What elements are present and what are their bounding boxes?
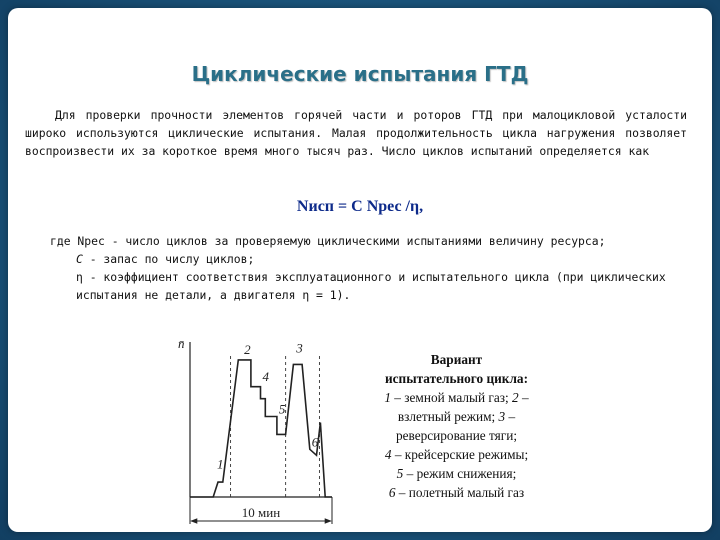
point-label-4: 4 <box>262 368 269 384</box>
legend-line-4 <box>364 445 549 464</box>
time-span-label: 10 мин <box>241 505 281 520</box>
cycle-legend <box>364 350 549 502</box>
legend-num-1: 1 <box>384 390 391 405</box>
formula: Nисп = C Nрес /η, <box>296 198 424 215</box>
legend-line-1 <box>364 388 549 407</box>
legend-title-2: испытательного цикла: <box>384 371 529 386</box>
legend-text-2: – <box>518 390 529 405</box>
legend-text-6: – полетный малый газ <box>395 485 525 500</box>
legend-line-3 <box>364 426 549 445</box>
point-label-3: 3 <box>296 340 303 356</box>
note-eta-symbol: η <box>76 270 83 284</box>
point-label-6: 6 <box>311 434 319 450</box>
legend-text-5: – режим снижения; <box>403 466 517 481</box>
legend-num-6: 6 <box>388 485 396 500</box>
legend-line-6 <box>364 483 549 502</box>
slide <box>8 8 712 532</box>
note-eta-symbol-2: η <box>302 288 310 302</box>
note-eta-text: - коэффициент соответствия эксплуатационного и испытательного цикла (при циклических испытания не детали, а двигателя <box>76 270 666 302</box>
intro-paragraph: Для проверки прочности элементов горячей части и роторов ГТД при малоцикловой усталости широко используются циклические испытания. Малая продолжительность цикла нагружения позволяет воспроизвести их за короткое время много тысяч раз. Число циклов испытаний определяется как <box>25 108 687 158</box>
point-label-2: 2 <box>244 341 251 357</box>
point-label-1: 1 <box>217 456 224 472</box>
note-nres: где Nрес - число циклов за проверяемую циклическими испытаниями величину ресурса; <box>50 234 606 248</box>
note-c <box>30 250 670 268</box>
dashed-guides <box>231 354 320 497</box>
point-label-5: 5 <box>278 401 286 417</box>
legend-text-1: – земной малый газ; <box>390 390 513 405</box>
legend-text-2b: взлетный режим; <box>397 409 499 424</box>
legend-text-4: – крейсерские режимы; <box>391 447 529 462</box>
legend-text-3: – <box>505 409 516 424</box>
cycle-diagram <box>176 336 351 531</box>
note-eta <box>30 268 670 304</box>
y-axis-label: n̄ <box>178 336 185 351</box>
legend-line-2 <box>364 407 549 426</box>
legend-num-4: 4 <box>384 447 392 462</box>
note-c-text: - запас по числу циклов; <box>82 252 255 266</box>
slide-title: Циклические испытания ГТД <box>191 62 529 86</box>
legend-line-5 <box>364 464 549 483</box>
note-c-symbol: C <box>76 252 83 266</box>
note-eta-end: = 1). <box>309 288 351 302</box>
legend-text-3b: реверсирование тяги; <box>395 428 518 443</box>
legend-num-3: 3 <box>498 409 506 424</box>
formula-notes <box>30 232 670 304</box>
legend-title-1: Вариант <box>430 352 483 367</box>
legend-num-5: 5 <box>396 466 404 481</box>
cycle-profile-line <box>190 360 332 497</box>
legend-num-2: 2 <box>512 390 519 405</box>
